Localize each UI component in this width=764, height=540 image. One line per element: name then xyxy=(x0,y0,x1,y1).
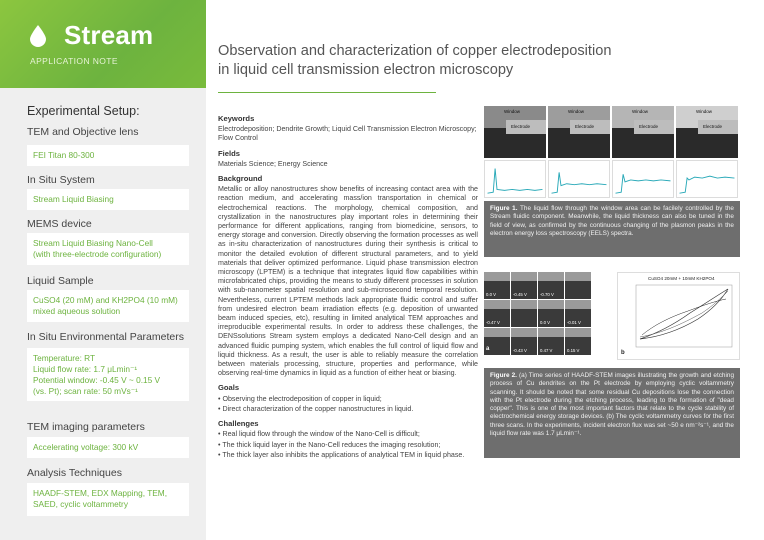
value-line: mixed aqueous solution xyxy=(33,306,121,316)
section-heading-imaging: TEM imaging parameters xyxy=(27,421,145,433)
value-box-environment xyxy=(27,348,189,401)
challenges-list xyxy=(218,430,478,460)
value-box-analysis xyxy=(27,483,189,516)
keywords-text: Electrodeposition; Dendrite Growth; Liquid Cell Transmission Electron Microscopy; Flow Control xyxy=(218,125,477,143)
section-heading-tem: TEM and Objective lens xyxy=(27,126,139,138)
haadf-tile xyxy=(484,300,510,327)
caption-label: Figure 1. xyxy=(490,205,518,212)
window-label: Window xyxy=(632,109,649,114)
electrode-label: Electrode xyxy=(511,124,531,129)
electrode-label: Electrode xyxy=(639,124,659,129)
fields-heading: Fields xyxy=(218,148,240,158)
panel-a-label: a xyxy=(486,346,490,352)
pt-electrode xyxy=(565,328,591,337)
section-heading-environment: In Situ Environmental Parameters xyxy=(27,331,184,343)
list-item: • The thick liquid layer in the Nano-Cell reduces the imaging resolution; xyxy=(218,440,441,449)
value-line: Potential window: -0.45 V ~ 0.15 V xyxy=(33,375,161,385)
haadf-tile xyxy=(511,272,537,299)
haadf-tile xyxy=(484,272,510,299)
value-box-mems xyxy=(27,233,189,265)
caption-label: Figure 2. xyxy=(490,372,517,379)
brand-name: Stream xyxy=(64,20,154,50)
brand-header xyxy=(0,0,206,88)
eels-spectrum xyxy=(484,160,546,198)
eels-spectrum xyxy=(612,160,674,198)
title-line: in liquid cell transmission electron microscopy xyxy=(218,62,514,78)
fields-text: Materials Science; Energy Science xyxy=(218,159,328,168)
body-text-column xyxy=(218,114,478,465)
goals-list xyxy=(218,395,478,414)
cv-plot-title: CuSO4 20mM + 10mM KH2PO4 xyxy=(648,276,715,281)
pt-electrode xyxy=(484,300,510,309)
potential-label: -0.70 V xyxy=(540,292,554,297)
potential-label: -0.45 V xyxy=(513,292,527,297)
setup-title: Experimental Setup: xyxy=(27,104,140,118)
list-item: • Observing the electrodeposition of copper in liquid; xyxy=(218,394,382,403)
title-line: Observation and characterization of copper electrodeposition xyxy=(218,43,612,59)
list-item: • The thick layer also inhibits the applications of analytical TEM in liquid phase. xyxy=(218,450,465,459)
electrode-label: Electrode xyxy=(575,124,595,129)
window-label: Window xyxy=(696,109,713,114)
value-line: Stream Liquid Biasing xyxy=(33,194,114,204)
tem-image-panel xyxy=(484,106,546,158)
potential-label: 0.15 V xyxy=(567,348,580,353)
list-item: • Direct characterization of the copper nanostructures in liquid. xyxy=(218,404,414,413)
value-box-imaging xyxy=(27,437,189,458)
value-line: Temperature: RT xyxy=(33,353,96,363)
pt-electrode xyxy=(565,300,591,309)
page-title xyxy=(218,42,658,80)
pt-electrode xyxy=(511,272,537,281)
pt-electrode xyxy=(484,272,510,281)
tem-image-panel xyxy=(548,106,610,158)
keywords-heading: Keywords xyxy=(218,114,255,123)
electrode-label: Electrode xyxy=(703,124,723,129)
goals-heading: Goals xyxy=(218,383,240,393)
potential-label: 0.47 V xyxy=(540,348,553,353)
potential-label: -0.43 V xyxy=(513,348,527,353)
pt-electrode xyxy=(565,272,591,281)
haadf-tile xyxy=(538,300,564,327)
pt-electrode xyxy=(538,300,564,309)
list-item: • Real liquid flow through the window of the Nano-Cell is difficult; xyxy=(218,430,420,439)
title-divider xyxy=(218,92,436,93)
caption-text: (a) Time series of HAADF-STEM images illustrating the growth and etching process of Cu dendrites on the Pt electrode by employing cyclic voltammetry scanning. It should be noted that some residual Cu depositions lose the connection with the Pt electrode during the etching process, leading to the formation of "dead copper". This is one of the most important factors that relate to the cycle stability of electrochemical energy storage devices. (b) The cyclic voltammetry curves for the first three scans. In the experiments, incident electron flux was set ~50 e nm⁻²s⁻¹, and the liquid flow rate was 1.7 μLmin⁻¹. xyxy=(490,372,734,438)
value-line: Accelerating voltage: 300 kV xyxy=(33,442,139,452)
potential-label: -0.01 V xyxy=(567,320,581,325)
caption-text: The liquid flow through the window area can be facilely controlled by the Stream fluidic component. Meanwhile, the liquid thickness can also be tuned in the field of view, as confirmed by the continuous changing of the plasmon peaks in the electron energy loss spectroscopy (EELS) spectra. xyxy=(490,205,734,237)
potential-label: 0.0 V xyxy=(540,320,551,325)
challenges-heading: Challenges xyxy=(218,419,259,429)
pt-electrode xyxy=(511,300,537,309)
value-line: Stream Liquid Biasing Nano-Cell xyxy=(33,238,153,248)
haadf-tile xyxy=(565,300,591,327)
potential-label: -0.47 V xyxy=(486,320,500,325)
haadf-tile xyxy=(538,272,564,299)
section-heading-insitu: In Situ System xyxy=(27,174,95,186)
background-heading: Background xyxy=(218,174,263,184)
droplet-icon xyxy=(30,25,46,47)
value-box-liquid xyxy=(27,290,189,322)
left-sidebar xyxy=(0,0,206,540)
haadf-tile xyxy=(538,328,564,355)
section-heading-liquid: Liquid Sample xyxy=(27,275,94,287)
figure-1-images xyxy=(484,106,740,202)
cyclic-voltammetry-plot xyxy=(617,272,740,360)
value-line: Liquid flow rate: 1.7 μLmin⁻¹ xyxy=(33,364,138,374)
brand-subtitle: APPLICATION NOTE xyxy=(30,56,118,66)
figure-1-caption xyxy=(484,201,740,257)
value-box-insitu xyxy=(27,189,189,210)
pt-electrode xyxy=(538,272,564,281)
tem-image-panel xyxy=(612,106,674,158)
value-line: SAED, cyclic voltammetry xyxy=(33,499,128,509)
value-line: (vs. Pt); scan rate: 50 mVs⁻¹ xyxy=(33,386,138,396)
pt-electrode xyxy=(484,328,510,337)
window-label: Window xyxy=(568,109,585,114)
eels-spectrum xyxy=(548,160,610,198)
eels-spectrum xyxy=(676,160,738,198)
section-heading-mems: MEMS device xyxy=(27,218,92,230)
haadf-tile xyxy=(565,272,591,299)
panel-b-label: b xyxy=(621,350,625,356)
tem-image-panel xyxy=(676,106,738,158)
potential-label: 0.0 V xyxy=(486,292,497,297)
value-line: CuSO4 (20 mM) and KH2PO4 (10 mM) xyxy=(33,295,178,305)
figure-2-images xyxy=(484,272,740,362)
value-box-tem xyxy=(27,145,189,166)
haadf-tile xyxy=(565,328,591,355)
haadf-tile xyxy=(511,300,537,327)
section-heading-analysis: Analysis Techniques xyxy=(27,467,122,479)
figure-2-caption xyxy=(484,368,740,458)
pt-electrode xyxy=(538,328,564,337)
pt-electrode xyxy=(511,328,537,337)
background-text: Metallic or alloy nanostructures show benefits of increasing contact area with the reaction medium, and accelerating mass/ion transportation in chemical or electrochemical reactions. The morphology, chemical composition, and crystallization in the nanostructures play important roles in determining their performance for different applications, ranging from biomedicine, sensors, to energy storage and conversion. Directly observing the formation processes as well as in-situ characterization of nanostructures during their synthesis is critical to monitor the detailed evolution of different structural parameters, and to yield materials that deliver optimized performance. Liquid phase transmission electron microscopy (LPTEM) is a technique that integrates liquid flow capabilities within microfabricated chips, providing the means to study different processes in solution with sub-nanometer spatial resolution and sub-microsecond temporal resolution. Nevertheless, current LPTEM methods lack appropriate fluidic control and suffer from undesired electron beam irradiation effects (e.g. deposition of unwanted beam induced species, etc), resulting in limited analytical TEM approaches and irreproducible experimental results. In order to address these challenges, the DENSsolutions Stream system employs a dedicated Nano-Cell design and an advanced fluidic pumping system, which enables the full control of liquid flow and liquid thickness. As a result, the user is able to reliably measure the correlation between materials processing, structure, properties and performance, while observing real-time dynamics in liquid as a function of either heat or biasing. xyxy=(218,185,478,378)
window-label: Window xyxy=(504,109,521,114)
haadf-tile xyxy=(511,328,537,355)
value-line: FEI Titan 80-300 xyxy=(33,150,95,160)
cv-curves xyxy=(618,273,739,359)
value-line: (with three-electrode configuration) xyxy=(33,249,162,259)
value-line: HAADF-STEM, EDX Mapping, TEM, xyxy=(33,488,168,498)
